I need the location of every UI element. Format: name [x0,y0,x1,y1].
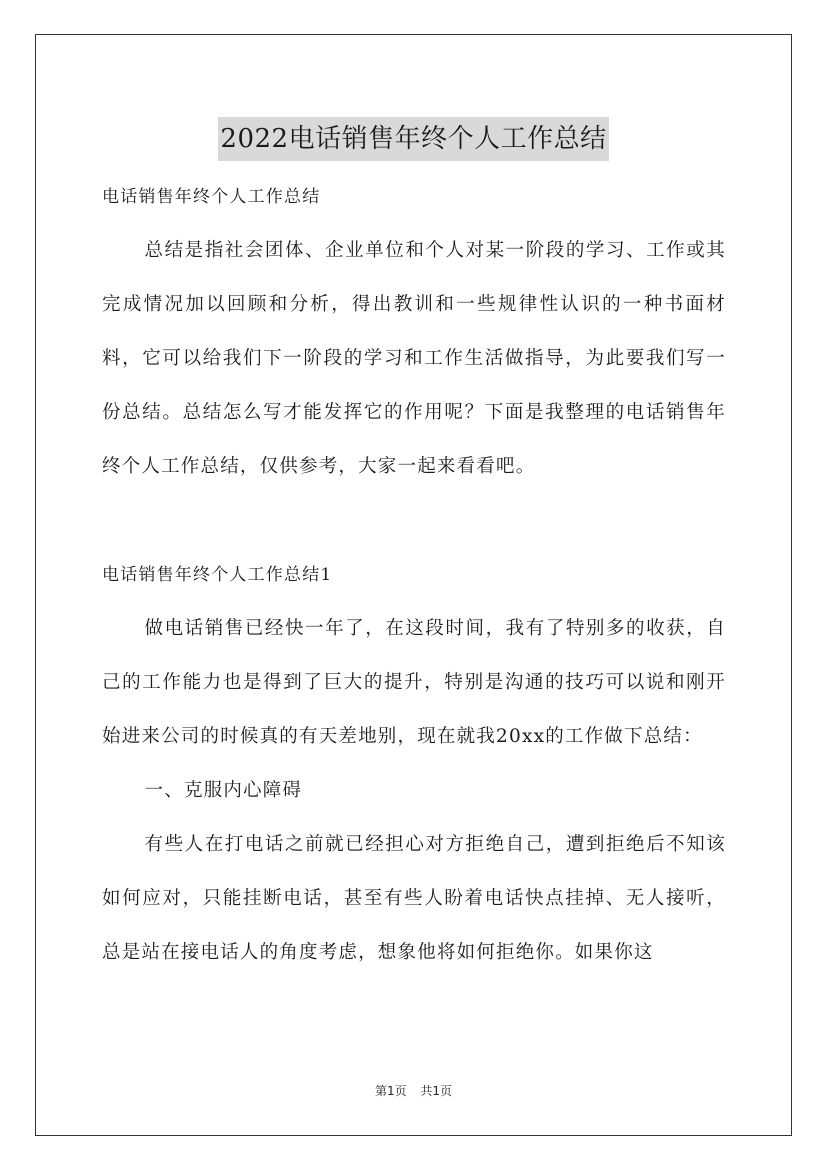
document-subtitle: 电话销售年终个人工作总结 [102,187,321,207]
section-heading: 电话销售年终个人工作总结1 [102,565,333,585]
page-number: 第1页 [374,1084,407,1098]
document-body [102,170,726,980]
paragraph-spacer [102,494,726,548]
intro-paragraph: 总结是指社会团体、企业单位和个人对某一阶段的学习、工作或其完成情况加以回顾和分析，得出教训和一些规律性认识的一种书面材料，它可以给我们下一阶段的学习和工作生活做指导，为此要我们写一份总结。总结怎么写才能发挥它的作用呢？下面是我整理的电话销售年终个人工作总结，仅供参考，大家一起来看看吧。 [102,240,726,477]
point-paragraph: 有些人在打电话之前就已经担心对方拒绝自己，遭到拒绝后不知该如何应对，只能挂断电话，甚至有些人盼着电话快点挂掉、无人接听，总是站在接电话人的角度考虑，想象他将如何拒绝你。如果你这 [102,834,726,963]
section-paragraph: 做电话销售已经快一年了，在这段时间，我有了特别多的收获，自己的工作能力也是得到了巨大的提升，特别是沟通的技巧可以说和刚开始进来公司的时候真的有天差地别，现在就我20xx的工作做下总结： [102,618,726,747]
point-heading: 一、克服内心障碍 [144,780,303,801]
page-total: 共1页 [420,1084,453,1098]
page-footer [0,1082,827,1099]
document-title: 2022电话销售年终个人工作总结 [218,117,608,161]
title-container [0,100,827,179]
